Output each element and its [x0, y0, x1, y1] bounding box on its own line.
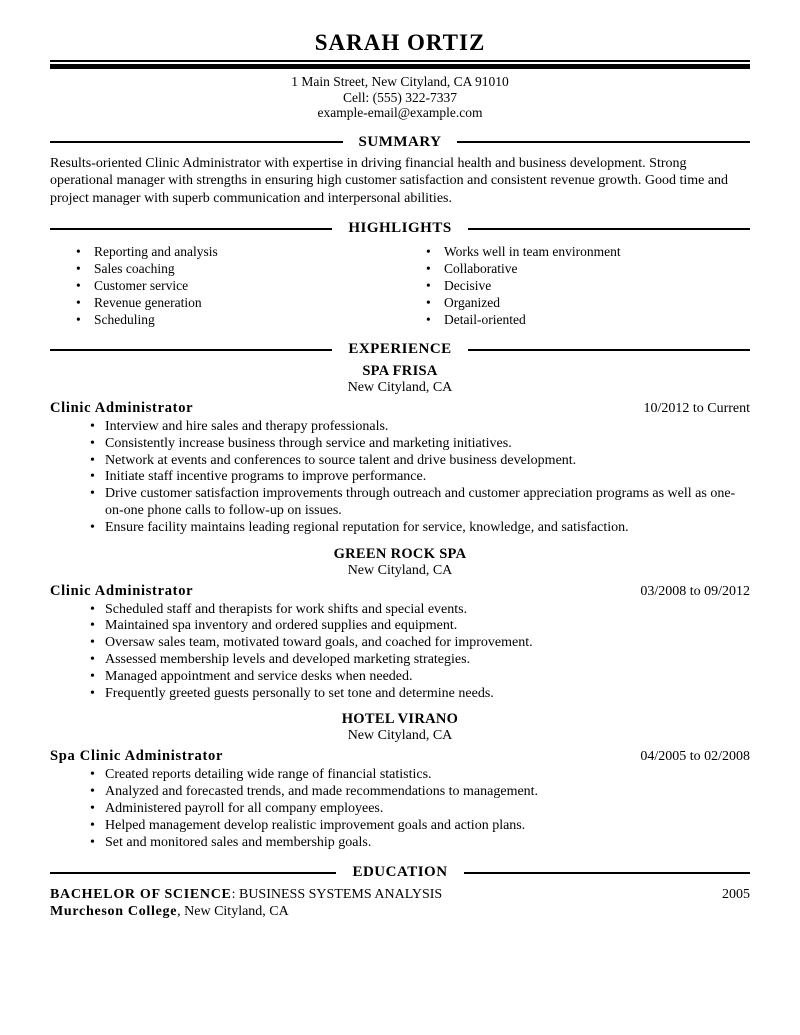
- company-name: SPA FRISA: [362, 363, 438, 379]
- contact-email: example-email@example.com: [317, 105, 483, 120]
- education-degree-title: BACHELOR OF SCIENCE: [50, 887, 232, 903]
- section-rule-right: [468, 228, 750, 230]
- section-header-education: [50, 864, 750, 881]
- section-rule-left: [50, 141, 343, 143]
- section-title-summary: SUMMARY: [358, 133, 442, 150]
- job-bullet: • Assessed membership levels and developed marketing strategies.: [50, 652, 750, 669]
- section-rule-right: [468, 349, 750, 351]
- experience-entry: [50, 546, 750, 703]
- highlight-item: • Revenue generation: [50, 294, 400, 311]
- education-school-location: , New Cityland, CA: [177, 903, 289, 919]
- section-header-highlights: [50, 220, 750, 237]
- section-title-education: EDUCATION: [352, 864, 448, 881]
- section-title-highlights: HIGHLIGHTS: [348, 220, 452, 236]
- section-rule-left: [50, 228, 332, 230]
- job-bullet: • Set and monitored sales and membership goals.: [50, 835, 750, 852]
- job-bullet: • Managed appointment and service desks when needed.: [50, 669, 750, 686]
- highlights-list-right: [400, 243, 750, 328]
- job-bullet: • Helped management develop realistic improvement goals and action plans.: [50, 818, 750, 835]
- job-dates: 10/2012 to Current: [643, 401, 750, 416]
- company-location: New Cityland, CA: [347, 562, 453, 578]
- contact-address: 1 Main Street, New Cityland, CA 91010: [291, 74, 509, 89]
- job-bullet: • Administered payroll for all company employees.: [50, 801, 750, 818]
- education-degree: [50, 887, 442, 904]
- section-rule-right: [457, 141, 750, 143]
- education-school-name: Murcheson College: [50, 903, 178, 919]
- highlight-item: • Collaborative: [400, 260, 750, 277]
- job-bullet: • Network at events and conferences to source talent and drive business development.: [50, 453, 750, 470]
- job-bullet: • Scheduled staff and therapists for work shifts and special events.: [50, 602, 750, 619]
- summary-text: Results-oriented Clinic Administrator with expertise in driving financial health and business development. Strong operational manager with strengths in ensuring high customer satisfaction and consistent revenue growth. Good time and project manager with superb communication and interpersonal abilities.: [50, 155, 729, 206]
- section-rule-right: [464, 872, 750, 874]
- job-bullet: • Consistently increase business through service and marketing initiatives.: [50, 436, 750, 453]
- experience-entry: [50, 363, 750, 537]
- job-bullet: • Ensure facility maintains leading regional reputation for service, knowledge, and satisfaction.: [50, 520, 750, 537]
- job-bullet: • Drive customer satisfaction improvements through outreach and customer appreciation programs as well as one-on-one phone calls to follow-up on issues.: [50, 486, 750, 520]
- highlights-list-left: [50, 243, 400, 328]
- company-location: New Cityland, CA: [347, 380, 453, 395]
- section-header-experience: [50, 341, 750, 358]
- job-title: Clinic Administrator: [50, 582, 194, 599]
- header-divider-thin: [50, 60, 750, 62]
- highlight-item: • Detail-oriented: [400, 311, 750, 328]
- job-title-row: [50, 583, 750, 600]
- company-name: HOTEL VIRANO: [341, 711, 459, 728]
- job-title-row: [50, 748, 750, 765]
- contact-block: [50, 74, 750, 121]
- job-bullet: • Initiate staff incentive programs to improve performance.: [50, 469, 750, 486]
- education-degree-row: [50, 887, 750, 904]
- job-bullet-list: [50, 419, 750, 537]
- section-rule-left: [50, 872, 336, 874]
- job-bullet: • Analyzed and forecasted trends, and made recommendations to management.: [50, 784, 750, 801]
- company-name: GREEN ROCK SPA: [333, 545, 467, 562]
- job-bullet: • Interview and hire sales and therapy professionals.: [50, 419, 750, 436]
- job-bullet: • Maintained spa inventory and ordered supplies and equipment.: [50, 618, 750, 635]
- experience-entry: [50, 711, 750, 851]
- job-dates: 04/2005 to 02/2008: [640, 749, 750, 765]
- job-title-row: [50, 400, 750, 417]
- education-degree-field: : BUSINESS SYSTEMS ANALYSIS: [231, 887, 443, 903]
- highlight-item: • Decisive: [400, 277, 750, 294]
- highlight-item: • Sales coaching: [50, 260, 400, 277]
- job-title: Spa Clinic Administrator: [50, 748, 224, 765]
- job-bullet-list: [50, 602, 750, 703]
- header-divider-thick: [50, 64, 750, 69]
- highlights-columns: [50, 243, 750, 328]
- company-location: New Cityland, CA: [347, 728, 453, 744]
- job-bullet: • Frequently greeted guests personally to set tone and determine needs.: [50, 686, 750, 703]
- highlight-item: • Customer service: [50, 277, 400, 294]
- job-title: Clinic Administrator: [50, 400, 194, 416]
- education-school-row: [50, 904, 750, 921]
- highlight-item: • Works well in team environment: [400, 243, 750, 260]
- job-dates: 03/2008 to 09/2012: [640, 583, 750, 599]
- highlight-item: • Organized: [400, 294, 750, 311]
- job-bullet-list: [50, 767, 750, 851]
- job-bullet: • Oversaw sales team, motivated toward goals, and coached for improvement.: [50, 635, 750, 652]
- section-rule-left: [50, 349, 332, 351]
- page-title: SARAH ORTIZ: [314, 30, 486, 55]
- education-year: 2005: [722, 887, 750, 903]
- contact-phone: Cell: (555) 322-7337: [343, 89, 457, 105]
- section-title-experience: EXPERIENCE: [348, 341, 452, 357]
- highlight-item: • Scheduling: [50, 311, 400, 328]
- job-bullet: • Created reports detailing wide range of financial statistics.: [50, 767, 750, 784]
- section-header-summary: [50, 134, 750, 151]
- highlight-item: • Reporting and analysis: [50, 243, 400, 260]
